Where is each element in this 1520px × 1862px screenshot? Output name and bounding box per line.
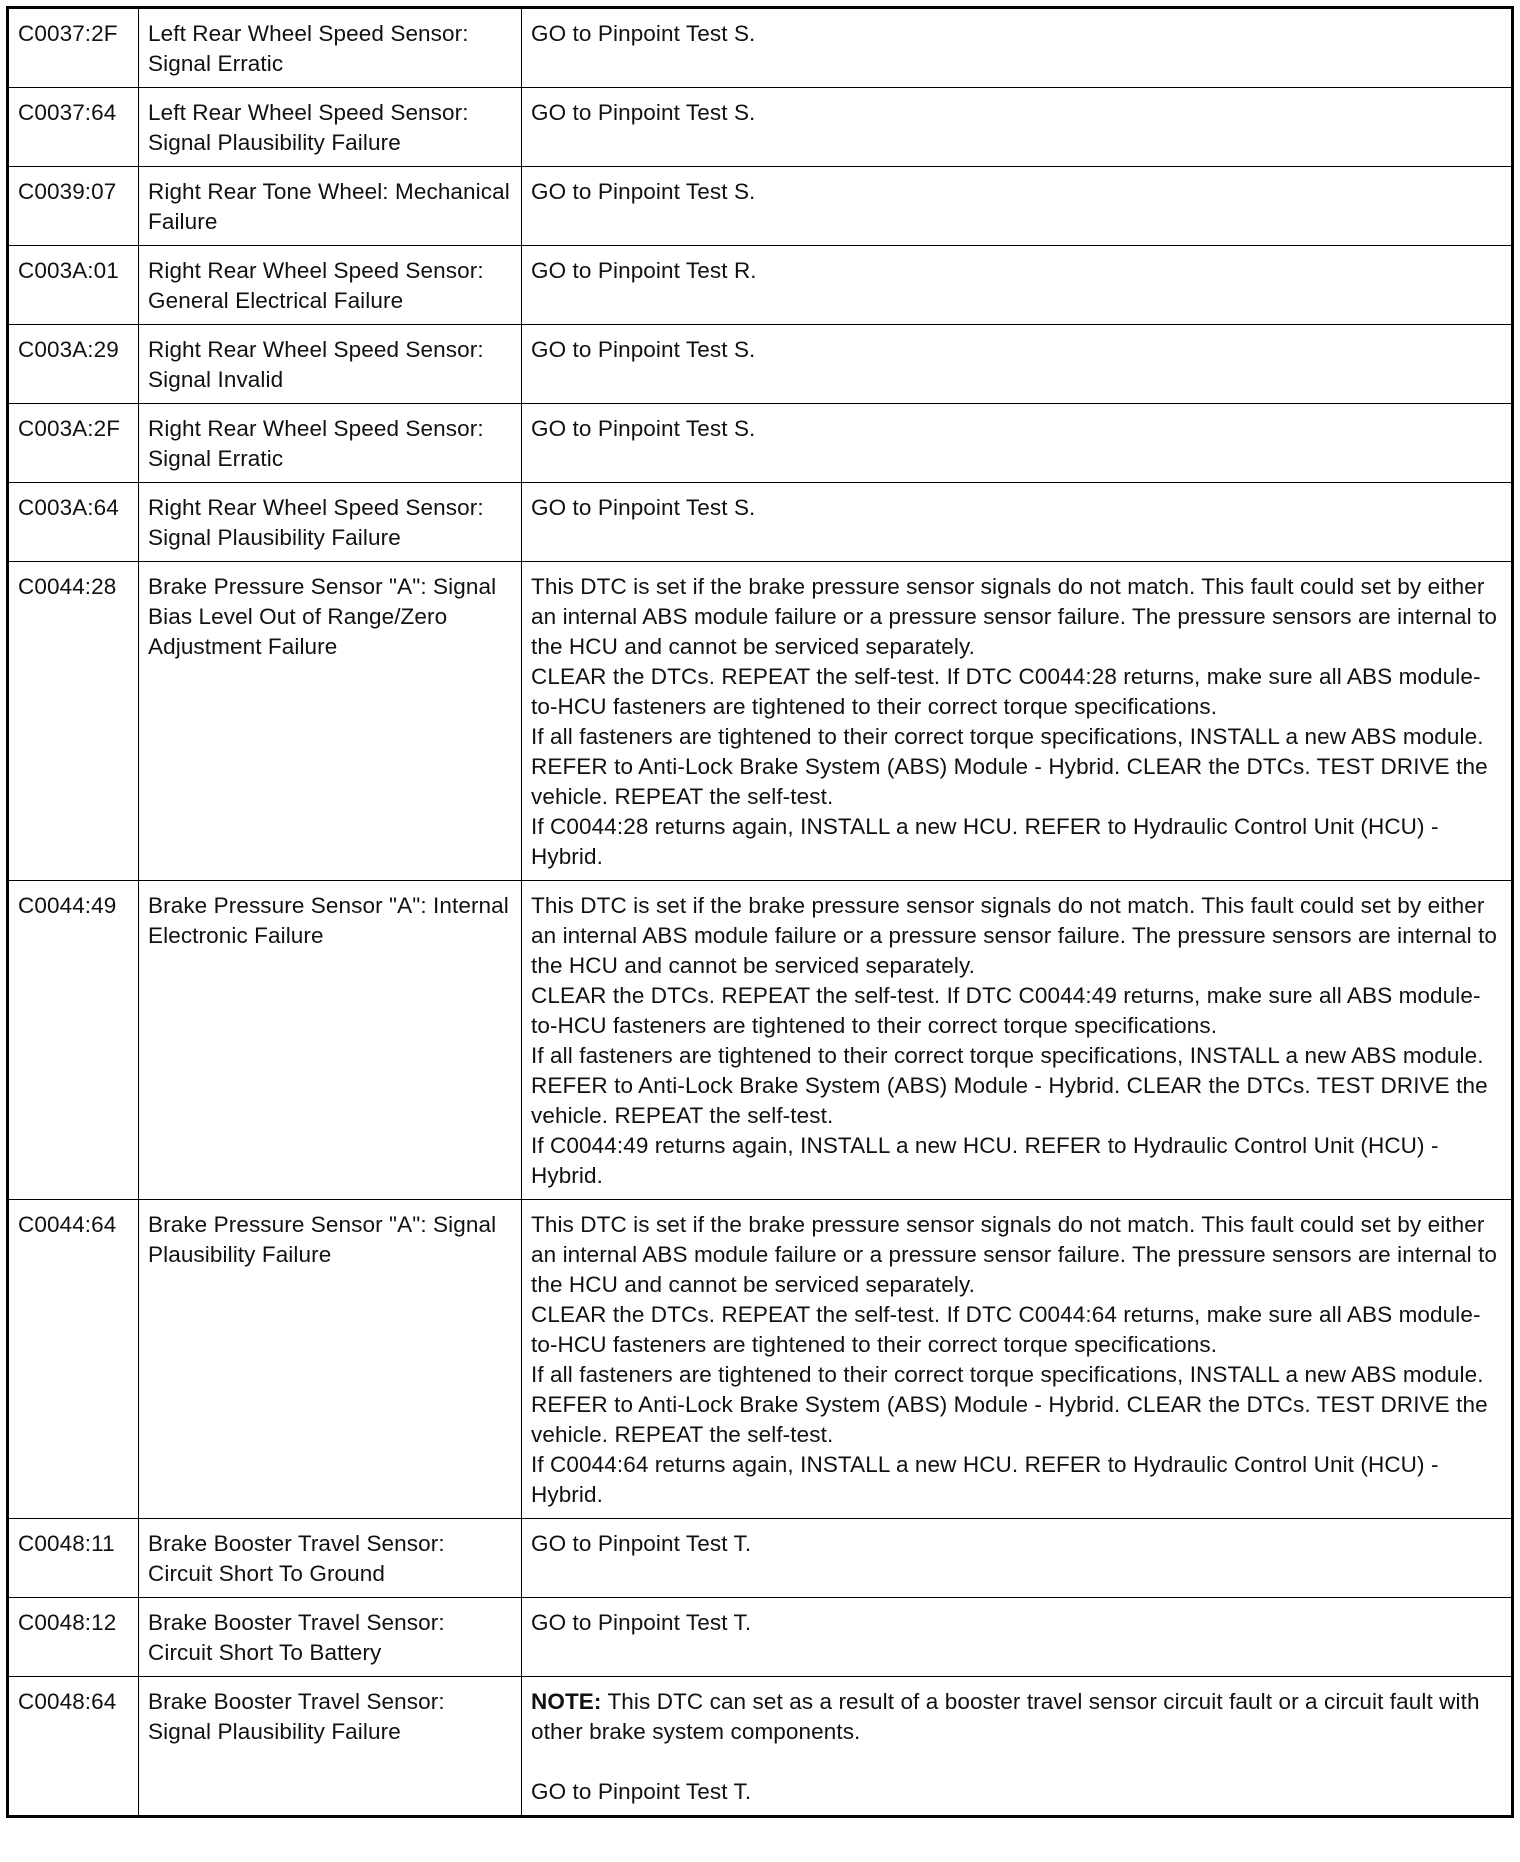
- dtc-action: [522, 8, 1513, 88]
- dtc-description: Left Rear Wheel Speed Sensor: Signal Plausibility Failure: [139, 88, 522, 167]
- dtc-code: C003A:29: [8, 325, 139, 404]
- dtc-description: Right Rear Tone Wheel: Mechanical Failure: [139, 167, 522, 246]
- dtc-action: [522, 88, 1513, 167]
- dtc-description: Brake Pressure Sensor "A": Internal Electronic Failure: [139, 881, 522, 1200]
- action-paragraph: This DTC is set if the brake pressure sensor signals do not match. This fault could set by either an internal ABS module failure or a pressure sensor failure. The pressure sensors are internal to the HCU and cannot be serviced separately.: [531, 893, 1498, 978]
- table-row: [8, 88, 1513, 167]
- table-row: [8, 325, 1513, 404]
- action-paragraph: GO to Pinpoint Test T.: [531, 1531, 752, 1556]
- dtc-code: C0039:07: [8, 167, 139, 246]
- table-row: [8, 8, 1513, 88]
- action-paragraph: GO to Pinpoint Test S.: [531, 495, 756, 520]
- dtc-action: [522, 246, 1513, 325]
- dtc-code: C0044:64: [8, 1200, 139, 1519]
- dtc-description: Right Rear Wheel Speed Sensor: Signal Erratic: [139, 404, 522, 483]
- action-paragraph: If C0044:49 returns again, INSTALL a new HCU. REFER to Hydraulic Control Unit (HCU) - Hybrid.: [531, 1133, 1439, 1188]
- dtc-code: C0048:12: [8, 1598, 139, 1677]
- table-row: [8, 1200, 1513, 1519]
- action-paragraph: CLEAR the DTCs. REPEAT the self-test. If DTC C0044:28 returns, make sure all ABS module-to-HCU fasteners are tightened to their correct torque specifications.: [531, 664, 1481, 719]
- dtc-code: C0037:2F: [8, 8, 139, 88]
- table-row: [8, 246, 1513, 325]
- action-paragraph: GO to Pinpoint Test T.: [531, 1779, 752, 1804]
- dtc-code: C003A:01: [8, 246, 139, 325]
- table-row: [8, 1519, 1513, 1598]
- dtc-action: [522, 404, 1513, 483]
- dtc-code: C0044:49: [8, 881, 139, 1200]
- dtc-code: C003A:64: [8, 483, 139, 562]
- action-paragraph: GO to Pinpoint Test S.: [531, 337, 756, 362]
- dtc-description: Brake Booster Travel Sensor: Circuit Short To Battery: [139, 1598, 522, 1677]
- dtc-code: C0048:11: [8, 1519, 139, 1598]
- action-paragraph: GO to Pinpoint Test S.: [531, 21, 756, 46]
- action-paragraph: GO to Pinpoint Test S.: [531, 100, 756, 125]
- dtc-action: [522, 1200, 1513, 1519]
- table-row: [8, 562, 1513, 881]
- table-row: [8, 167, 1513, 246]
- action-paragraph: If all fasteners are tightened to their correct torque specifications, INSTALL a new ABS module. REFER to Anti-Lock Brake System (ABS) Module - Hybrid. CLEAR the DTCs. TEST DRIVE the vehicle. REPEAT the self-test.: [531, 1362, 1488, 1447]
- action-paragraph: GO to Pinpoint Test R.: [531, 258, 757, 283]
- action-paragraph: GO to Pinpoint Test S.: [531, 416, 756, 441]
- dtc-action: [522, 1598, 1513, 1677]
- dtc-code: C0044:28: [8, 562, 139, 881]
- dtc-table-body: [8, 8, 1513, 1817]
- dtc-description: Left Rear Wheel Speed Sensor: Signal Erratic: [139, 8, 522, 88]
- dtc-description: Right Rear Wheel Speed Sensor: Signal Plausibility Failure: [139, 483, 522, 562]
- table-row: [8, 404, 1513, 483]
- action-paragraph: If all fasteners are tightened to their correct torque specifications, INSTALL a new ABS module. REFER to Anti-Lock Brake System (ABS) Module - Hybrid. CLEAR the DTCs. TEST DRIVE the vehicle. REPEAT the self-test.: [531, 1043, 1488, 1128]
- note-text: This DTC can set as a result of a booster travel sensor circuit fault or a circuit fault with other brake system components.: [531, 1689, 1480, 1744]
- table-row: [8, 1677, 1513, 1817]
- dtc-action: [522, 562, 1513, 881]
- note-label: NOTE:: [531, 1689, 602, 1714]
- dtc-action: [522, 325, 1513, 404]
- dtc-code: C0037:64: [8, 88, 139, 167]
- table-row: [8, 1598, 1513, 1677]
- dtc-description: Right Rear Wheel Speed Sensor: Signal Invalid: [139, 325, 522, 404]
- action-paragraph: If C0044:28 returns again, INSTALL a new HCU. REFER to Hydraulic Control Unit (HCU) - Hybrid.: [531, 814, 1439, 869]
- note: [531, 1687, 1502, 1747]
- dtc-action: [522, 1519, 1513, 1598]
- dtc-code: C003A:2F: [8, 404, 139, 483]
- dtc-description: Brake Booster Travel Sensor: Circuit Short To Ground: [139, 1519, 522, 1598]
- dtc-table: [6, 6, 1514, 1818]
- table-row: [8, 881, 1513, 1200]
- action-paragraph: If C0044:64 returns again, INSTALL a new HCU. REFER to Hydraulic Control Unit (HCU) - Hybrid.: [531, 1452, 1439, 1507]
- action-paragraph: If all fasteners are tightened to their correct torque specifications, INSTALL a new ABS module. REFER to Anti-Lock Brake System (ABS) Module - Hybrid. CLEAR the DTCs. TEST DRIVE the vehicle. REPEAT the self-test.: [531, 724, 1488, 809]
- dtc-description: Brake Pressure Sensor "A": Signal Bias Level Out of Range/Zero Adjustment Failure: [139, 562, 522, 881]
- action-paragraph: CLEAR the DTCs. REPEAT the self-test. If DTC C0044:64 returns, make sure all ABS module-to-HCU fasteners are tightened to their correct torque specifications.: [531, 1302, 1481, 1357]
- dtc-action: [522, 1677, 1513, 1817]
- dtc-description: Right Rear Wheel Speed Sensor: General Electrical Failure: [139, 246, 522, 325]
- action-paragraph: CLEAR the DTCs. REPEAT the self-test. If DTC C0044:49 returns, make sure all ABS module-to-HCU fasteners are tightened to their correct torque specifications.: [531, 983, 1481, 1038]
- table-row: [8, 483, 1513, 562]
- action-paragraph: GO to Pinpoint Test T.: [531, 1610, 752, 1635]
- dtc-action: [522, 167, 1513, 246]
- dtc-description: Brake Booster Travel Sensor: Signal Plausibility Failure: [139, 1677, 522, 1817]
- action-paragraph: This DTC is set if the brake pressure sensor signals do not match. This fault could set by either an internal ABS module failure or a pressure sensor failure. The pressure sensors are internal to the HCU and cannot be serviced separately.: [531, 574, 1498, 659]
- dtc-description: Brake Pressure Sensor "A": Signal Plausibility Failure: [139, 1200, 522, 1519]
- dtc-action: [522, 483, 1513, 562]
- action-paragraph: GO to Pinpoint Test S.: [531, 179, 756, 204]
- action-paragraph: This DTC is set if the brake pressure sensor signals do not match. This fault could set by either an internal ABS module failure or a pressure sensor failure. The pressure sensors are internal to the HCU and cannot be serviced separately.: [531, 1212, 1498, 1297]
- dtc-code: C0048:64: [8, 1677, 139, 1817]
- dtc-action: [522, 881, 1513, 1200]
- note-spacer: [531, 1747, 1502, 1777]
